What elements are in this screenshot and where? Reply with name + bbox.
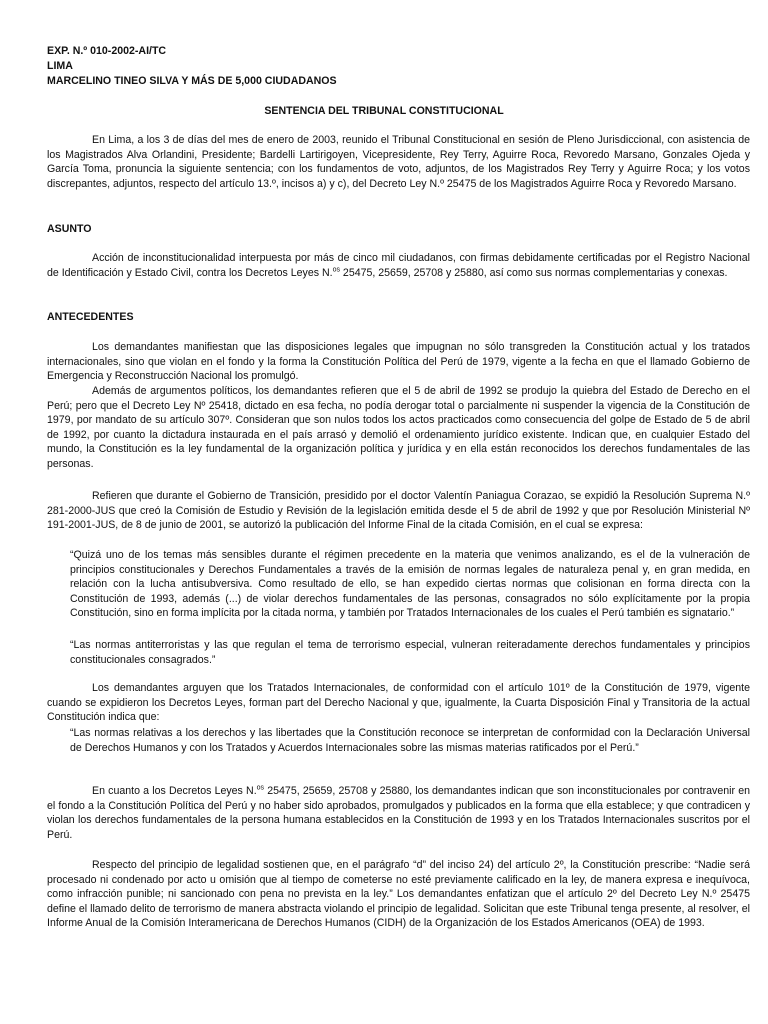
asunto-paragraph: [47, 251, 750, 280]
case-number: EXP. N.º 010-2002-AI/TC: [47, 45, 167, 57]
case-parties: MARCELINO TINEO SILVA Y MÁS DE 5,000 CIUDADANOS: [47, 75, 337, 87]
asunto-text-start: Acción de inconstitucionalidad interpuesta por más de cinco mil ciudadanos, con firmas debidamente certificadas por el Registro Nacional de Identificación y Estado Civil, contra los Decretos Leyes N.: [47, 252, 750, 279]
intro-text: En Lima, a los 3 de días del mes de enero de 2003, reunido el Tribunal Constitucional en sesión de Pleno Jurisdiccional, con asistencia de los Magistrados Alva Orlandini, Presidente; Bardelli Lartirigoyen, Vicepresidente, Rey Terry, Aguirre Roca, Revoredo Marsano, Gonzales Ojeda y García Toma, pronuncia la siguiente sentencia; con los fundamentos de voto, adjuntos, de los Magistrados Rey Terry y Aguirre Roca; y los votos discrepantes, adjuntos, respecto del artículo 13.º, incisos a) y c), del Decreto Ley N.º 25475 de los Magistrados Aguirre Roca y Revoredo Marsano.: [47, 134, 750, 190]
asunto-superscript: os: [332, 266, 340, 274]
antecedentes-text-1: Los demandantes manifiestan que las disposiciones legales que impugnan no sólo transgreden la Constitución actual y los tratados internacionales, sino que violan en el fondo y la forma la Constitución Política del Perú de 1979, vigente a la fecha en que el llamado Gobierno de Emergencia y Reconstrucción Nacional los promulgó.: [47, 341, 750, 383]
asunto-text-end: 25475, 25659, 25708 y 25880, así como sus normas complementarias y conexas.: [339, 266, 728, 279]
antecedentes-text-2: Además de argumentos políticos, los demandantes refieren que el 5 de abril de 1992 se produjo la quiebra del Estado de Derecho en el Perú; pero que el Decreto Ley Nº 25418, dictado en esa fecha, no podía derogar total o parcialmente ni suspender la vigencia de la Constitución de 1979, por mandato de su artículo 307º. Consideran que son nulos todos los actos practicados como consecuencia del golpe de Estado de 5 de abril de 1992, por cuanto la dictadura instaurada en el país arrasó y demolió el ordenamiento jurídico existente. Indican que, en cualquier Estado del mundo, la Constitución es la ley fundamental de la organización política y jurídica y en ella están reconocidos los derechos fundamentales de las personas.: [47, 385, 750, 470]
antecedentes-paragraph-5: [47, 784, 750, 842]
antecedentes-paragraph-2: [47, 384, 750, 472]
asunto-heading: ASUNTO: [47, 223, 92, 235]
antecedentes-text-5-start: En cuanto a los Decretos Leyes N.: [92, 785, 257, 797]
quote-2: “Las normas antiterroristas y las que regulan el tema de terrorismo especial, vulneran reiteradamente derechos fundamentales y principios constitucionales consagrados.”: [70, 639, 750, 666]
antecedentes-paragraph-3: [47, 489, 750, 533]
document-title: SENTENCIA DEL TRIBUNAL CONSTITUCIONAL: [264, 105, 504, 117]
intro-paragraph: [47, 133, 750, 191]
quote-3: “Las normas relativas a los derechos y las libertades que la Constitución reconoce se interpretan de conformidad con la Declaración Universal de Derechos Humanos y con los Tratados y Acuerdos Internacionales sobre las mismas materias ratificados por el Perú.”: [70, 727, 750, 754]
antecedentes-text-5-end: 25475, 25659, 25708 y 25880, los demandantes indican que son inconstitucionales por contravenir en el fondo a la Constitución Política del Perú y no haber sido aprobados, promulgados y publicados en la forma que ella establece; y que contradicen y violan los derechos fundamentales de la persona humana establecidos en la Constitución de 1993 y en los Tratados Internacionales suscritos por el Perú.: [47, 785, 750, 841]
antecedentes-heading: ANTECEDENTES: [47, 311, 134, 323]
quote-1: “Quizá uno de los temas más sensibles durante el régimen precedente en la materia que venimos analizando, es el de la vulneración de principios constitucionales y Derechos Fundamentales a través de la emisión de normas legales de naturaleza penal y, en gran medida, en relación con la lucha antisubversiva. Como resultado de ello, se han expedido ciertas normas que colisionan en forma directa con la Constitución de 1993, además (...) de violar derechos fundamentales de las personas, consagrados no sólo explícitamente por la propia Constitución, sino en forma implícita por la citada norma, y también por Tratados Internacionales de los cuales el Perú también es signatario.”: [70, 549, 750, 620]
antecedentes-text-6: Respecto del principio de legalidad sostienen que, en el parágrafo “d” del inciso 24) del artículo 2º, la Constitución prescribe: “Nadie será procesado ni condenado por acto u omisión que al tiempo de cometerse no esté previamente calificado en la ley, de manera expresa e inequívoca, como infracción punible; ni sancionado con pena no prevista en la ley.” Los demandantes enfatizan que el artículo 2º del Decreto Ley N.º 25475 define el llamado delito de terrorismo de manera abstracta violando el principio de legalidad. Solicitan que este Tribunal tenga presente, al resolver, el Informe Anual de la Comisión Interamericana de Derechos Humanos (CIDH) de la Organización de los Estados Americanos (OEA) de 1993.: [47, 859, 750, 930]
antecedentes-paragraph-1: [47, 340, 750, 384]
case-place: LIMA: [47, 60, 73, 72]
antecedentes-superscript: os: [256, 784, 265, 792]
antecedentes-text-4: Los demandantes arguyen que los Tratados Internacionales, de conformidad con el artículo 101º de la Constitución de 1979, vigente cuando se expidieron los Decretos Leyes, forman part del Derecho Nacional y que, igualmente, la Cuarta Disposición Final y Transitoria de la actual Constitución indica que:: [47, 682, 750, 724]
antecedentes-paragraph-6: [47, 858, 750, 931]
antecedentes-text-3: Refieren que durante el Gobierno de Transición, presidido por el doctor Valentín Paniagua Corazao, se expidió la Resolución Suprema N.º 281-2000-JUS que creó la Comisión de Estudio y Revisión de la legislación emitida desde el 5 de abril de 1992 y que por Resolución Ministerial Nº 191-2001-JUS, de 8 de junio de 2001, se autorizó la publicación del Informe Final de la citada Comisión, en el cual se expresa:: [47, 490, 750, 532]
antecedentes-paragraph-4: [47, 681, 750, 725]
